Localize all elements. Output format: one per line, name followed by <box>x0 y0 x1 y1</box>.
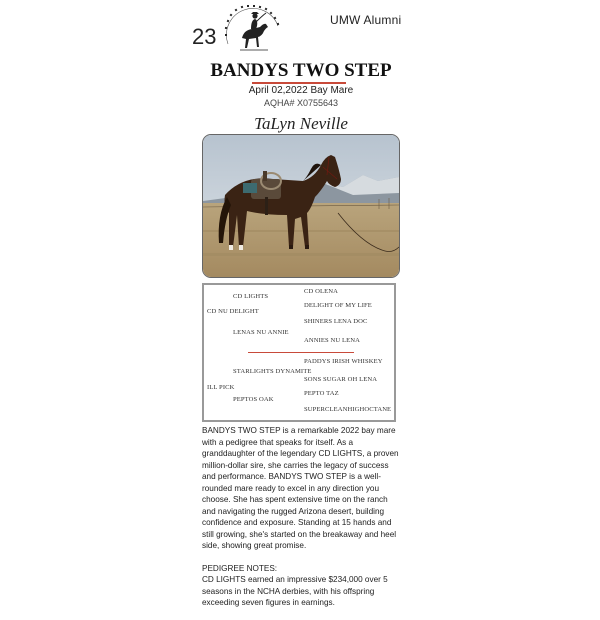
consignor-name: TaLyn Neville <box>254 114 348 133</box>
pedigree-chart <box>202 283 396 422</box>
registration-number: AQHA# X0755643 <box>263 98 339 108</box>
pedigree-dam-sire-sire: PADDYS IRISH WHISKEY <box>304 358 383 365</box>
title-divider <box>252 82 346 84</box>
sale-logo <box>222 4 284 54</box>
pedigree-sire-sire: CD LIGHTS <box>233 293 269 300</box>
lot-number: 23 <box>192 24 217 49</box>
pedigree-dam-dam: PEPTOS OAK <box>233 396 274 403</box>
pedigree-notes-label: PEDIGREE NOTES: <box>202 563 278 573</box>
pedigree-sire-sire-sire: CD OLENA <box>304 288 338 295</box>
pedigree-notes-text: CD LIGHTS earned an impressive $234,000 over 5 seasons in the NCHA derbies, with his offspring exceeding seven figures in earnings. <box>202 575 388 607</box>
pedigree-sire-dam: LENAS NU ANNIE <box>233 329 289 336</box>
horse-description <box>202 425 400 620</box>
pedigree-dam-dam-sire: PEPTO TAZ <box>304 390 339 397</box>
foal-info: April 02,2022 Bay Mare <box>248 85 354 96</box>
pedigree-notes <box>202 563 400 609</box>
pedigree-sire: CD NU DELIGHT <box>207 308 259 315</box>
pedigree-dam: ILL PICK <box>207 384 235 391</box>
pedigree-dam-sire-dam: SONS SUGAR OH LENA <box>304 376 378 383</box>
pedigree-dam-dam-dam: SUPERCLEANHIGHOCTANE <box>304 406 392 413</box>
pedigree-sire-dam-dam: ANNIES NU LENA <box>304 337 360 344</box>
horse-photo <box>202 134 400 278</box>
sale-category: UMW Alumni <box>330 13 402 27</box>
description-paragraph: BANDYS TWO STEP is a remarkable 2022 bay mare with a pedigree that speaks for itself. As a granddaughter of the legendary CD LIGHTS, a proven million-dollar sire, she carries the legacy of success and performance. BANDYS TWO STEP is a well-rounded mare ready to excel in any direction you choose. She has spent extensive time on the ranch and navigating the rugged Arizona desert, building confidence and exposure. Standing at 15 hands and still growing, she's started on the breakaway and heel side, showing great promise. <box>202 426 399 550</box>
horse-name: BANDYS TWO STEP <box>210 60 392 81</box>
pedigree-divider <box>248 352 354 353</box>
pedigree-sire-dam-sire: SHINERS LENA DOC <box>304 318 368 325</box>
pedigree-sire-sire-dam: DELIGHT OF MY LIFE <box>304 302 372 309</box>
pedigree-dam-sire: STARLIGHTS DYNAMITE <box>233 368 312 375</box>
